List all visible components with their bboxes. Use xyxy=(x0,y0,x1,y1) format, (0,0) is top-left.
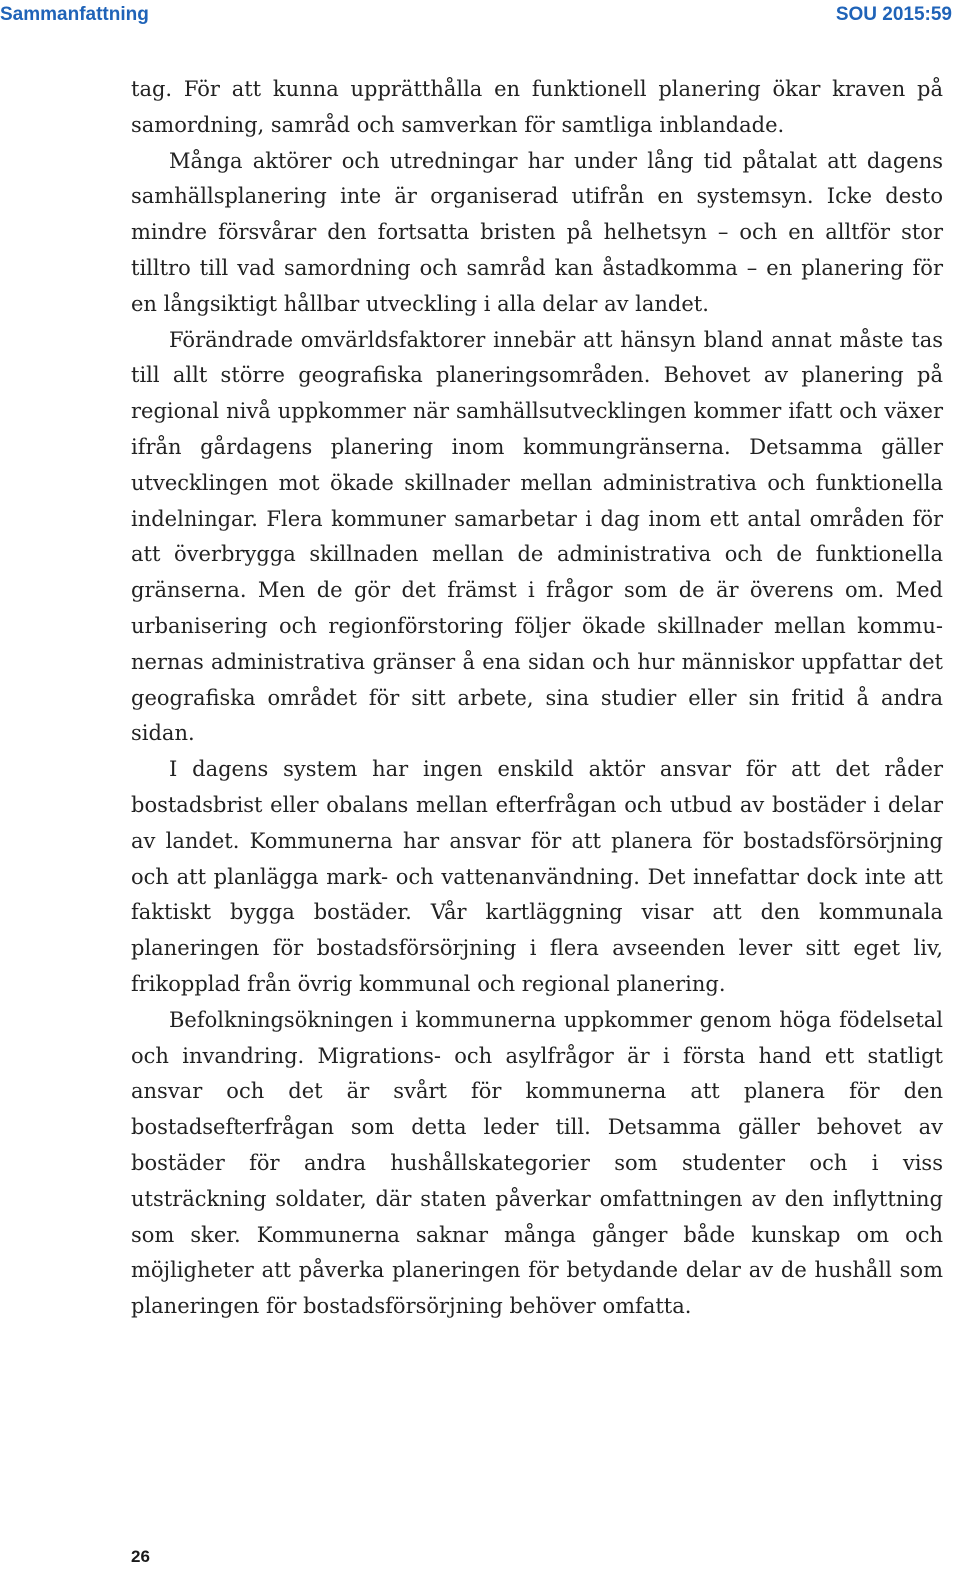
paragraph: tag. För att kunna upprätthålla en funktionell planering ökar kraven på samordning, samråd och samverkan för samtliga inblandade. xyxy=(131,77,943,137)
paragraph: Befolkningsökningen i kommunerna uppkommer genom höga födelsetal och invandring. Migrations- och asylfrågor är i första hand ett statligt ansvar och det är svårt för kommunerna att planera för den bostadsefterfrågan som detta leder till. Detsamma gäller behovet av bostäder för andra hushållskategorier som studenter och i viss utsträckning soldater, där staten påverkar omfattningen av den inflyttning som sker. Kommunerna saknar många gånger både kunskap om och möjligheter att påverka planeringen för betydande delar av de hushåll som planeringen för bostadsförsörjning behöver omfatta. xyxy=(131,1007,943,1319)
body-text xyxy=(131,72,943,1325)
paragraph: Många aktörer och utredningar har under lång tid påtalat att dagens samhällsplanering inte är organiserad utifrån en systemsyn. Icke desto mindre försvårar den fortsatta bristen på helhetsyn – och en alltför stor tilltro till vad samordning och samråd kan åstadkomma – en planering för en långsiktigt hållbar utveckling i alla delar av landet. xyxy=(131,148,943,316)
paragraph: Förändrade omvärldsfaktorer innebär att hänsyn bland annat måste tas till allt större geografiska planeringsområden. Behovet av planering på regional nivå uppkommer när samhällsutvecklingen kommer ifatt och växer ifrån gårdagens planering inom kommungränserna. Detsamma gäller utvecklingen mot ökade skillnader mellan administrativa och funktionella indelningar. Flera kommuner samarbetar i dag inom ett antal områden för att överbrygga skillnaden mellan de administrativa och de funktionella gränserna. Men de gör det främst i frågor som de är överens om. Med urbanisering och regionförstoring följer ökade skillnader mellan kommunernas administrativa gränser å ena sidan och hur människor uppfattar det geografiska området för sitt arbete, sina studier eller sin fritid å andra sidan. xyxy=(131,327,943,746)
running-header xyxy=(0,0,960,30)
paragraph: I dagens system har ingen enskild aktör ansvar för att det råder bostadsbrist eller obalans mellan efterfrågan och utbud av bostäder i delar av landet. Kommunerna har ansvar för att planera för bostadsförsörjning och att planlägga mark- och vattenanvändning. Det innefattar dock inte att faktiskt bygga bostäder. Vår kartläggning visar att den kommunala planeringen för bostadsförsörjning i flera avseenden lever sitt eget liv, frikopplad från övrig kommunal och regional planering. xyxy=(131,757,943,996)
report-id: SOU 2015:59 xyxy=(835,4,952,25)
page-number: 26 xyxy=(131,1547,150,1566)
section-title: Sammanfattning xyxy=(0,4,149,25)
